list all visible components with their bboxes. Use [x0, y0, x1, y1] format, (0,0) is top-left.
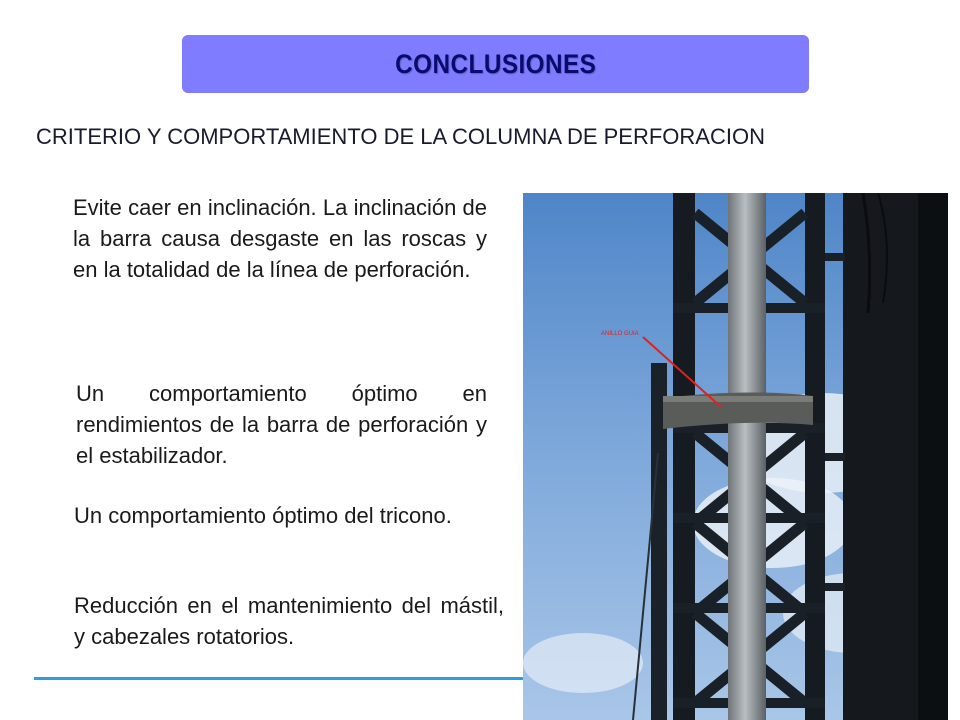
- slide-subtitle: CRITERIO Y COMPORTAMIENTO DE LA COLUMNA DE PERFORACION: [36, 124, 765, 149]
- paragraph-inclination: Evite caer en inclinación. La inclinación de la barra causa desgaste en las roscas y en la totalidad de la línea de perforación.: [73, 195, 487, 282]
- bottom-divider: [34, 677, 524, 680]
- photo-annotation-label: ANILLO GUIA: [601, 331, 639, 337]
- paragraph-bar-performance: Un comportamiento óptimo en rendimientos de la barra de perforación y el estabilizador.: [76, 381, 487, 468]
- title-banner: [182, 35, 809, 93]
- paragraph-mast-maintenance: Reducción en el mantenimiento del mástil, y cabezales rotatorios.: [74, 593, 504, 649]
- drill-mast-photo: [523, 193, 948, 720]
- slide-title: CONCLUSIONES: [394, 48, 597, 79]
- paragraph-tricone: Un comportamiento óptimo del tricono.: [74, 503, 452, 528]
